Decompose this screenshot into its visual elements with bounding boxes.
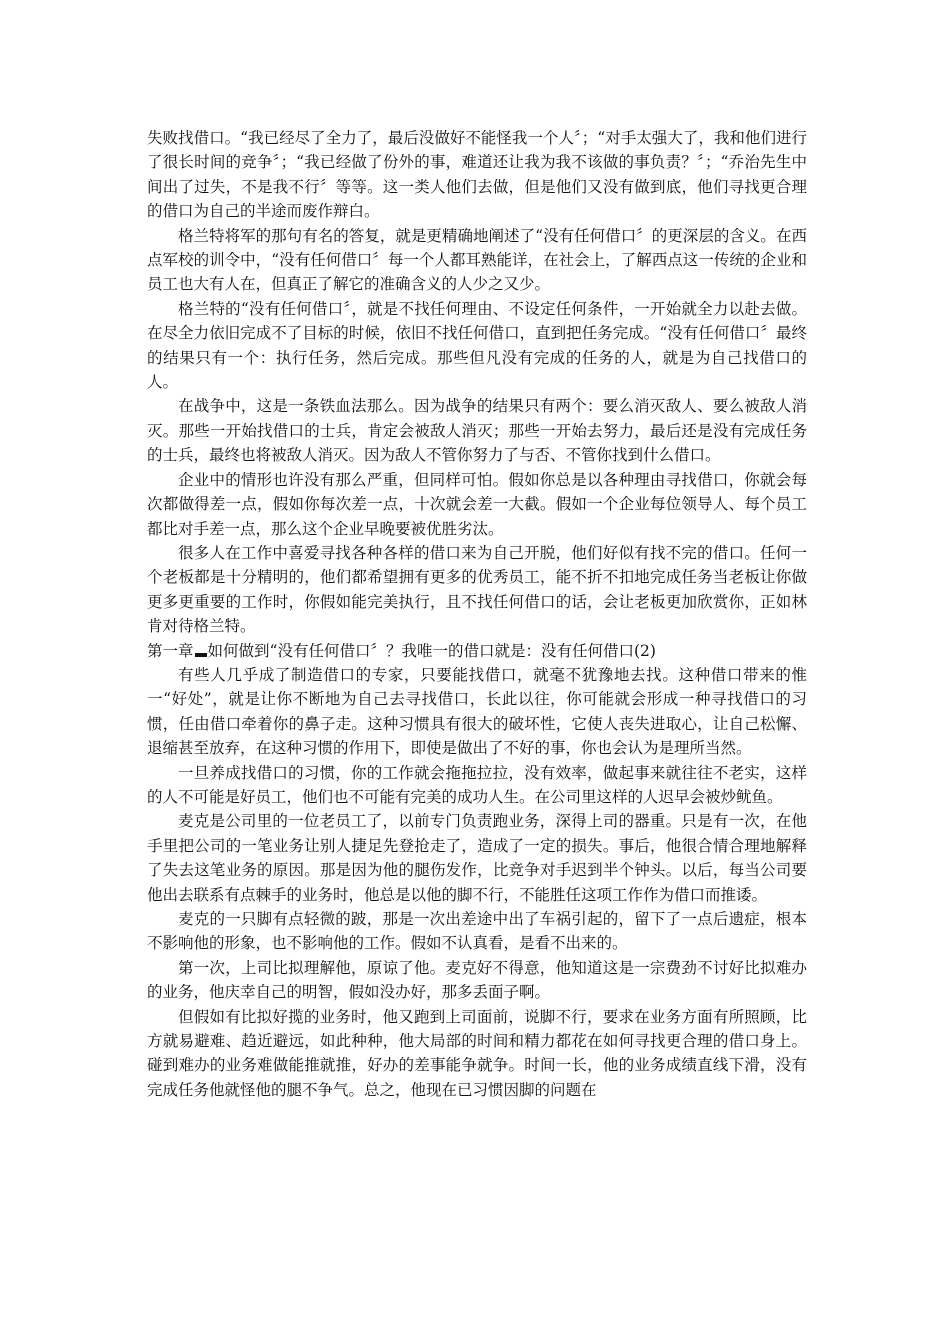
paragraph: 第一次，上司比拟理解他，原谅了他。麦克好不得意，他知道这是一宗费劲不讨好比拟难办的业务，他庆幸自己的明智，假如没办好，那多丢面子啊。 xyxy=(147,958,807,1002)
paragraph: 企业中的情形也许没有那么严重，但同样可怕。假如你总是以各种理由寻找借口，你就会每次都做得差一点，假如你每次差一点，十次就会差一大截。假如一个企业每位领导人、每个员工都比对手差一点，那么这个企业早晚要被优胜劣汰。 xyxy=(147,470,807,538)
paragraph: 一旦养成找借口的习惯，你的工作就会拖拖拉拉，没有效率，做起事来就往往不老实，这样的人不可能是好员工，他们也不可能有完美的成功人生。在公司里这样的人迟早会被炒鱿鱼。 xyxy=(147,763,807,806)
paragraph: 格兰特的“没有任何借口〞，就是不找任何理由、不设定任何条件，一开始就全力以赴去做。在尽全力依旧完成不了目标的时候，依旧不找任何借口，直到把任务完成。“没有任何借口〞最终的结果只有一个：执行任务，然后完成。那些但凡没有完成的任务的人，就是为自己找借口的人。 xyxy=(147,299,807,392)
placeholder-mark-icon xyxy=(195,653,207,657)
paragraph: 麦克是公司里的一位老员工了，以前专门负责跑业务，深得上司的器重。只是有一次，在他手里把公司的一笔业务让别人捷足先登抢走了，造成了一定的损失。事后，他很合情合理地解释了失去这笔业务的原因。那是因为他的腿伤发作，比竞争对手迟到半个钟头。以后，每当公司要他出去联系有点棘手的业务时，他总是以他的脚不行，不能胜任这项工作作为借口而推诿。 xyxy=(147,812,807,904)
paragraph: 格兰特将军的那句有名的答复，就是更精确地阐述了“没有任何借口〞的更深层的含义。在西点军校的训令中，“没有任何借口〞每一个人都耳熟能详，在社会上，了解西点这一传统的企业和员工也大有人在，但真正了解它的准确含义的人少之又少。 xyxy=(147,226,807,294)
paragraph: 有些人几乎成了制造借口的专家，只要能找借口，就毫不犹豫地去找。这种借口带来的惟一“好处”，就是让你不断地为自己去寻找借口，长此以往，你可能就会形成一种寻找借口的习惯，任由借口牵着你的鼻子走。这种习惯具有很大的破坏性，它使人丧失进取心，让自己松懈、退缩甚至放弃，在这种习惯的作用下，即使是做出了不好的事，你也会认为是理所当然。 xyxy=(147,665,807,758)
paragraph: 很多人在工作中喜爱寻找各种各样的借口来为自己开脱，他们好似有找不完的借口。任何一个老板都是十分精明的，他们都希望拥有更多的优秀员工，能不折不扣地完成任务当老板让你做更多更重要的工作时，你假如能完美执行，且不找任何借口的话，会让老板更加欣赏你，正如林肯对待格兰特。 xyxy=(147,543,807,636)
paragraph: 在战争中，这是一条铁血法那么。因为战争的结果只有两个：要么消灭敌人、要么被敌人消灭。那些一开始找借口的士兵，肯定会被敌人消灭；那些一开始去努力，最后还是没有完成任务的士兵，最终也将被敌人消灭。因为敌人不管你努力了与否、不管你找到什么借口。 xyxy=(147,397,807,465)
paragraph: 麦克的一只脚有点轻微的跛，那是一次出差途中出了车祸引起的，留下了一点后遗症，根本不影响他的形象，也不影响他的工作。假如不认真看，是看不出来的。 xyxy=(147,910,807,953)
chapter-heading-title: 如何做到“没有任何借口〞？我唯一的借口就是：没有任何借口(2) xyxy=(207,641,656,660)
paragraph: 失败找借口。“我已经尽了全力了，最后没做好不能怪我一个人〞；“对手太强大了，我和他们进行了很长时间的竞争〞；“我已经做了份外的事，难道还让我为我不该做的事负责？〞；“乔治先生中间出了过失，不是我不行〞等等。这一类人他们去做，但是他们又没有做到底，他们寻找更合理的借口为自己的半途而废作辩白。 xyxy=(147,129,807,221)
chapter-heading-prefix: 第一章 xyxy=(147,641,194,660)
document-body xyxy=(147,126,807,1102)
chapter-heading xyxy=(147,639,807,663)
paragraph: 但假如有比拟好揽的业务时，他又跑到上司面前，说脚不行，要求在业务方面有所照顾，比方就易避难、趋近避远，如此种种，他大局部的时间和精力都花在如何寻找更合理的借口身上。碰到难办的业务难做能推就推，好办的差事能争就争。时间一长，他的业务成绩直线下滑，没有完成任务他就怪他的腿不争气。总之，他现在已习惯因脚的问题在 xyxy=(147,1007,807,1099)
